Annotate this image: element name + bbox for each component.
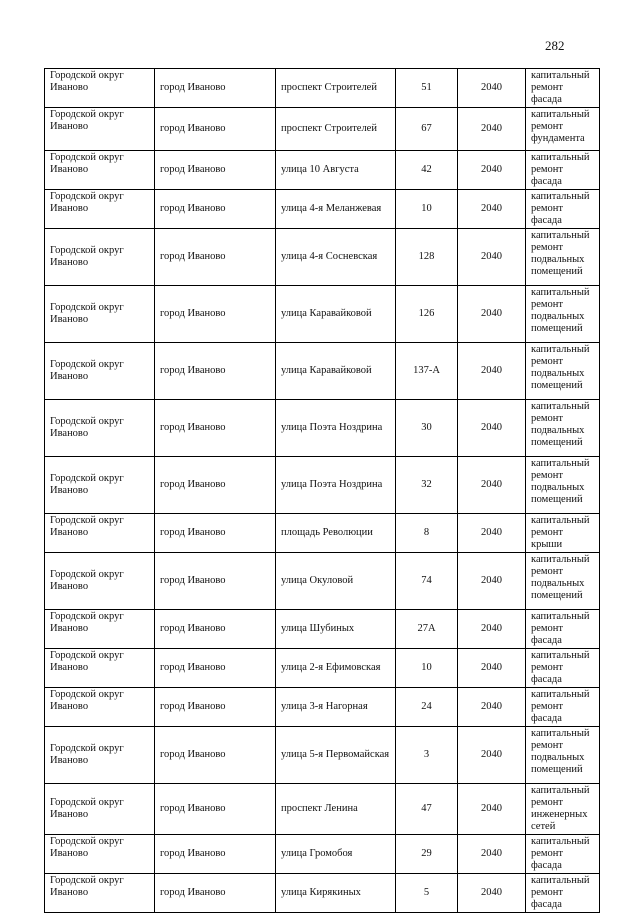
table-row	[45, 610, 600, 649]
city-cell: город Иваново	[155, 400, 276, 457]
work-type-cell: капитальный ремонт подвальных помещений	[526, 553, 600, 610]
city-cell: город Иваново	[155, 874, 276, 913]
work-type-cell: капитальный ремонт подвальных помещений	[526, 400, 600, 457]
municipality-cell: Городской округ Иваново	[45, 229, 155, 286]
year-cell: 2040	[458, 610, 526, 649]
table-row	[45, 286, 600, 343]
work-type-cell: капитальный ремонт подвальных помещений	[526, 727, 600, 784]
municipality-cell: Городской округ Иваново	[45, 69, 155, 108]
house-cell: 42	[396, 151, 458, 190]
city-cell: город Иваново	[155, 343, 276, 400]
house-cell: 67	[396, 108, 458, 151]
table-row	[45, 553, 600, 610]
table-row	[45, 229, 600, 286]
table-row	[45, 457, 600, 514]
year-cell: 2040	[458, 688, 526, 727]
street-cell: улица Каравайковой	[276, 343, 396, 400]
work-type-cell: капитальный ремонт фасада	[526, 874, 600, 913]
city-cell: город Иваново	[155, 784, 276, 835]
street-cell: улица Шубиных	[276, 610, 396, 649]
street-cell: улица 5-я Первомайская	[276, 727, 396, 784]
year-cell: 2040	[458, 553, 526, 610]
house-cell: 51	[396, 69, 458, 108]
city-cell: город Иваново	[155, 835, 276, 874]
municipality-cell: Городской округ Иваново	[45, 286, 155, 343]
house-cell: 128	[396, 229, 458, 286]
municipality-cell: Городской округ Иваново	[45, 457, 155, 514]
city-cell: город Иваново	[155, 69, 276, 108]
house-cell: 5	[396, 874, 458, 913]
street-cell: улица Громобоя	[276, 835, 396, 874]
municipality-cell: Городской округ Иваново	[45, 553, 155, 610]
city-cell: город Иваново	[155, 286, 276, 343]
street-cell: проспект Строителей	[276, 108, 396, 151]
city-cell: город Иваново	[155, 727, 276, 784]
municipality-cell: Городской округ Иваново	[45, 688, 155, 727]
city-cell: город Иваново	[155, 553, 276, 610]
house-cell: 137-А	[396, 343, 458, 400]
table-row	[45, 69, 600, 108]
table-row	[45, 514, 600, 553]
year-cell: 2040	[458, 514, 526, 553]
table-row	[45, 190, 600, 229]
house-cell: 74	[396, 553, 458, 610]
city-cell: город Иваново	[155, 151, 276, 190]
city-cell: город Иваново	[155, 688, 276, 727]
city-cell: город Иваново	[155, 229, 276, 286]
year-cell: 2040	[458, 727, 526, 784]
street-cell: площадь Революции	[276, 514, 396, 553]
year-cell: 2040	[458, 784, 526, 835]
house-cell: 30	[396, 400, 458, 457]
city-cell: город Иваново	[155, 649, 276, 688]
work-type-cell: капитальный ремонт фасада	[526, 610, 600, 649]
city-cell: город Иваново	[155, 610, 276, 649]
work-type-cell: капитальный ремонт фундамента	[526, 108, 600, 151]
street-cell: улица Кирякиных	[276, 874, 396, 913]
work-type-cell: капитальный ремонт фасада	[526, 835, 600, 874]
work-type-cell: капитальный ремонт фасада	[526, 649, 600, 688]
year-cell: 2040	[458, 69, 526, 108]
house-cell: 29	[396, 835, 458, 874]
municipality-cell: Городской округ Иваново	[45, 151, 155, 190]
street-cell: улица 2-я Ефимовская	[276, 649, 396, 688]
table-row	[45, 688, 600, 727]
work-type-cell: капитальный ремонт фасада	[526, 688, 600, 727]
street-cell: улица 3-я Нагорная	[276, 688, 396, 727]
table-row	[45, 784, 600, 835]
work-type-cell: капитальный ремонт фасада	[526, 69, 600, 108]
house-cell: 8	[396, 514, 458, 553]
work-type-cell: капитальный ремонт подвальных помещений	[526, 229, 600, 286]
municipality-cell: Городской округ Иваново	[45, 835, 155, 874]
city-cell: город Иваново	[155, 190, 276, 229]
year-cell: 2040	[458, 835, 526, 874]
municipality-cell: Городской округ Иваново	[45, 108, 155, 151]
work-type-cell: капитальный ремонт подвальных помещений	[526, 286, 600, 343]
year-cell: 2040	[458, 151, 526, 190]
work-type-cell: капитальный ремонт крыши	[526, 514, 600, 553]
work-type-cell: капитальный ремонт подвальных помещений	[526, 343, 600, 400]
work-type-cell: капитальный ремонт фасада	[526, 151, 600, 190]
street-cell: проспект Ленина	[276, 784, 396, 835]
work-type-cell: капитальный ремонт инженерных сетей	[526, 784, 600, 835]
work-type-cell: капитальный ремонт фасада	[526, 190, 600, 229]
municipality-cell: Городской округ Иваново	[45, 649, 155, 688]
year-cell: 2040	[458, 343, 526, 400]
table-row	[45, 343, 600, 400]
house-cell: 3	[396, 727, 458, 784]
municipality-cell: Городской округ Иваново	[45, 514, 155, 553]
table-row	[45, 400, 600, 457]
house-cell: 126	[396, 286, 458, 343]
city-cell: город Иваново	[155, 514, 276, 553]
house-cell: 24	[396, 688, 458, 727]
year-cell: 2040	[458, 229, 526, 286]
street-cell: улица 4-я Сосневская	[276, 229, 396, 286]
table-row	[45, 835, 600, 874]
page-number: 282	[545, 38, 565, 53]
table-row	[45, 151, 600, 190]
municipality-cell: Городской округ Иваново	[45, 727, 155, 784]
municipality-cell: Городской округ Иваново	[45, 190, 155, 229]
house-cell: 47	[396, 784, 458, 835]
street-cell: улица Поэта Ноздрина	[276, 457, 396, 514]
city-cell: город Иваново	[155, 457, 276, 514]
street-cell: проспект Строителей	[276, 69, 396, 108]
street-cell: улица Поэта Ноздрина	[276, 400, 396, 457]
municipality-cell: Городской округ Иваново	[45, 610, 155, 649]
repair-schedule-table	[44, 68, 600, 913]
house-cell: 10	[396, 190, 458, 229]
year-cell: 2040	[458, 457, 526, 514]
municipality-cell: Городской округ Иваново	[45, 874, 155, 913]
year-cell: 2040	[458, 874, 526, 913]
municipality-cell: Городской округ Иваново	[45, 400, 155, 457]
year-cell: 2040	[458, 286, 526, 343]
house-cell: 32	[396, 457, 458, 514]
street-cell: улица Окуловой	[276, 553, 396, 610]
year-cell: 2040	[458, 649, 526, 688]
year-cell: 2040	[458, 400, 526, 457]
table-row	[45, 874, 600, 913]
street-cell: улица 4-я Меланжевая	[276, 190, 396, 229]
street-cell: улица Каравайковой	[276, 286, 396, 343]
municipality-cell: Городской округ Иваново	[45, 784, 155, 835]
work-type-cell: капитальный ремонт подвальных помещений	[526, 457, 600, 514]
city-cell: город Иваново	[155, 108, 276, 151]
table-row	[45, 649, 600, 688]
table-row	[45, 108, 600, 151]
year-cell: 2040	[458, 108, 526, 151]
year-cell: 2040	[458, 190, 526, 229]
municipality-cell: Городской округ Иваново	[45, 343, 155, 400]
table-row	[45, 727, 600, 784]
house-cell: 10	[396, 649, 458, 688]
house-cell: 27А	[396, 610, 458, 649]
street-cell: улица 10 Августа	[276, 151, 396, 190]
